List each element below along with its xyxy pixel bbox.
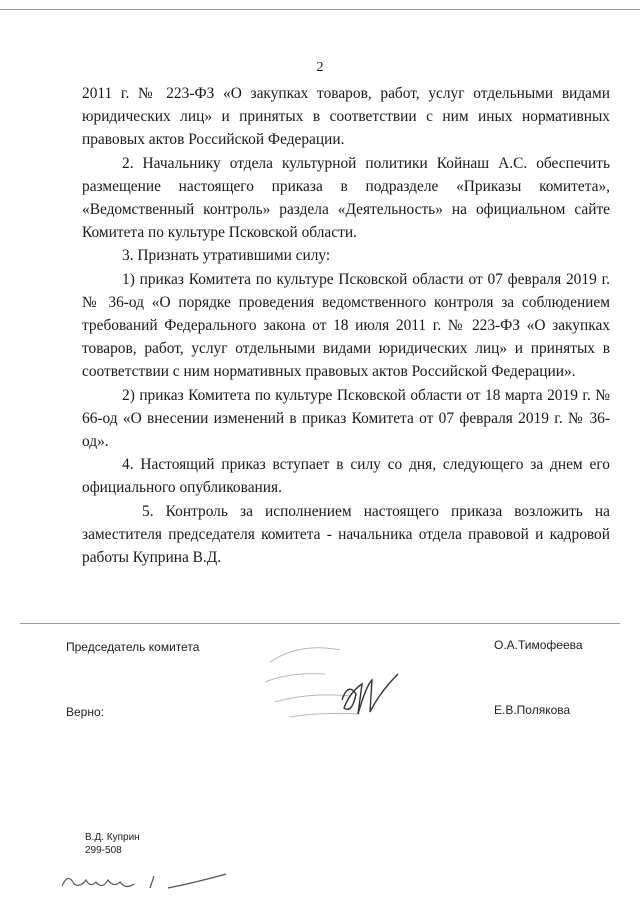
paragraph-subitem-1: 1) приказ Комитета по культуре Псковской области от 07 февраля 2019 г. № 36-од «О порядке проведения ведомственного контроля за соблюдением требований Федерального закона от 18 июля 2011 г. № 223-ФЗ «О закупках товаров, работ, услуг отдельными видами юридических лиц» и принятых в соответствии с ним нормативных правовых актов Российской Федерации». <box>82 270 610 381</box>
paragraph-item-5: 5. Контроль за исполнением настоящего приказа возложить на заместителя председателя комитета - начальника отдела правовой и кадровой работы Куприна В.Д. <box>82 502 610 567</box>
handwritten-signature-graphic <box>58 866 238 896</box>
stamp-signature-graphic <box>230 622 430 742</box>
chairman-title: Председатель комитета <box>66 640 200 654</box>
page-number: 2 <box>316 60 324 75</box>
paragraph-subitem-2: 2) приказ Комитета по культуре Псковской области от 18 марта 2019 г. № 66-од «О внесении изменений в приказ Комитета от 07 февраля 2019 г. № 36-од». <box>82 386 610 451</box>
paragraph-continuation: 2011 г. № 223-ФЗ «О закупках товаров, работ, услуг отдельными видами юридических лиц» и принятых в соответствии с ним иных нормативных правовых актов Российской Федерации. <box>82 85 610 149</box>
executor-name: В.Д. Куприн <box>85 832 140 843</box>
verified-label: Верно: <box>66 705 104 719</box>
chairman-name: О.А.Тимофеева <box>494 638 583 652</box>
document-body <box>82 82 610 569</box>
verified-name: Е.В.Полякова <box>494 703 571 717</box>
paragraph-item-2: 2. Начальнику отдела культурной политики Койнаш А.С. обеспечить размещение настоящего приказа в подразделе «Приказы комитета», «Ведомственный контроль» раздела «Деятельность» на официальном сайте Комитета по культуре Псковской области. <box>82 154 610 242</box>
scan-line-top <box>0 9 640 10</box>
paragraph-item-3: 3. Признать утратившими силу: <box>122 247 331 265</box>
paragraph-item-4: 4. Настоящий приказ вступает в силу со дня, следующего за днем его официального опубликования. <box>82 456 610 497</box>
executor-phone: 299-508 <box>85 845 122 856</box>
